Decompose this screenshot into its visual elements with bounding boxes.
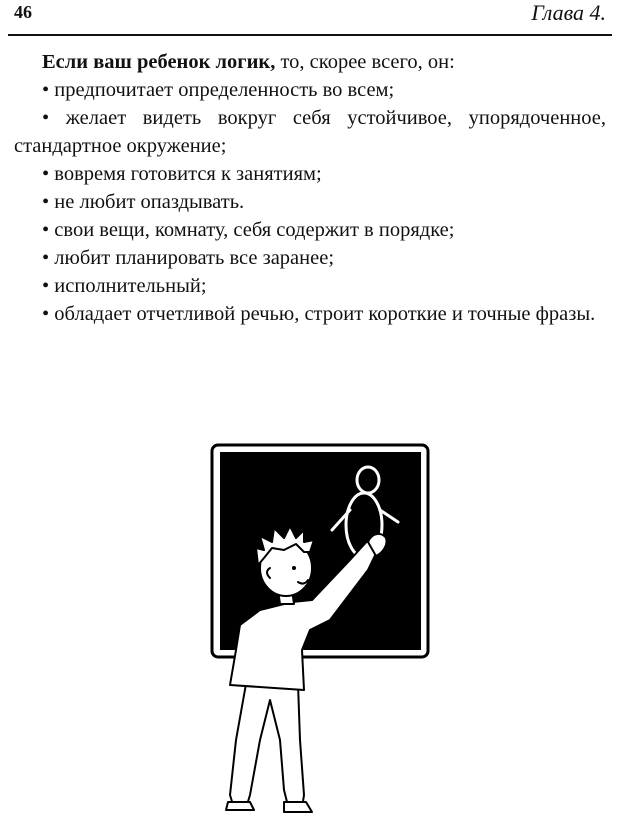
- list-item: • исполнительный;: [42, 275, 207, 297]
- header-divider: [8, 34, 612, 36]
- intro-paragraph: [14, 48, 606, 76]
- list-item: • свои вещи, комнату, себя содержит в порядке;: [42, 219, 455, 241]
- list-item: • вовремя готовится к занятиям;: [42, 163, 322, 185]
- list-item: • не любит опаздывать.: [42, 191, 245, 213]
- body-text: [14, 48, 606, 328]
- list-item: • желает видеть вокруг себя устойчивое, упорядоченное, стандартное окружение;: [14, 107, 606, 157]
- page-number: 46: [14, 2, 32, 22]
- list-item: • обладает отчетливой речью, строит короткие и точные фразы.: [42, 303, 596, 325]
- list-item: • предпочитает определенность во всем;: [42, 79, 395, 101]
- list-item: • любит планировать все заранее;: [42, 247, 335, 269]
- intro-rest: то, скорее всего, он:: [275, 51, 455, 73]
- page-header: [14, 0, 606, 36]
- boy-drawing-illustration: [200, 440, 440, 816]
- chapter-title: Глава 4.: [531, 0, 606, 25]
- intro-bold: Если ваш ребенок логик,: [42, 51, 276, 73]
